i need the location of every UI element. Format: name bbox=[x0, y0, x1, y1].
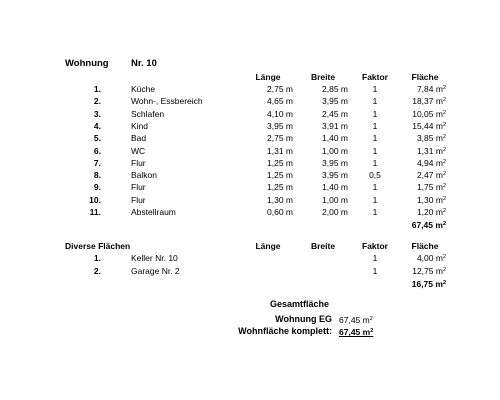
room-width: 1,40 m bbox=[322, 133, 348, 144]
superscript-two: 2 bbox=[442, 266, 446, 273]
superscript-two: 2 bbox=[442, 134, 446, 141]
room-width: 2,85 m bbox=[322, 84, 348, 94]
area-factor: 1 bbox=[372, 253, 378, 263]
room-factor: 1 bbox=[372, 84, 378, 94]
room-width: 1,00 m bbox=[322, 145, 348, 156]
wohnung-total bbox=[390, 220, 446, 230]
room-factor: 0,5 bbox=[369, 170, 381, 181]
section-title-wohnung: Wohnung bbox=[65, 58, 109, 69]
diverse-total-value: 16,75 $m^2$ bbox=[411, 279, 446, 289]
room-name: WC bbox=[131, 145, 146, 156]
area-value: 12,75 $m^2$ bbox=[412, 265, 446, 276]
superscript-two: 2 bbox=[442, 195, 446, 202]
room-length: 1,30 m bbox=[267, 194, 293, 205]
superscript-two: 2 bbox=[442, 158, 446, 165]
room-name: Bad bbox=[131, 133, 147, 144]
room-area: 15,44 $m^2$ bbox=[412, 120, 446, 131]
header-flaeche: Fläche bbox=[411, 72, 439, 82]
room-width: 1,40 m bbox=[322, 182, 348, 193]
room-length: 3,95 m bbox=[267, 120, 293, 131]
area-value: 4,00 $m^2$ bbox=[416, 253, 446, 263]
room-area: 1,75 $m^2$ bbox=[416, 182, 446, 193]
room-area: 4,94 $m^2$ bbox=[416, 157, 446, 168]
room-name: Abstellraum bbox=[131, 207, 176, 217]
header-faktor: Faktor bbox=[362, 72, 388, 82]
superscript-two: 2 bbox=[442, 208, 446, 214]
gesamt-title: Gesamtfläche bbox=[270, 299, 330, 309]
room-area: 1,31 $m^2$ bbox=[416, 145, 446, 156]
room-area: 18,37 $m^2$ bbox=[412, 96, 446, 107]
superscript-two: 2 bbox=[442, 97, 446, 104]
room-name: Schlafen bbox=[131, 108, 165, 119]
room-length: 2,75 m bbox=[267, 84, 293, 94]
room-area: 1,20 $m^2$ bbox=[416, 207, 446, 217]
superscript-two: 2 bbox=[370, 328, 374, 334]
superscript-two: 2 bbox=[442, 171, 446, 178]
room-length: 2,75 m bbox=[267, 133, 293, 144]
room-factor: 1 bbox=[372, 207, 378, 217]
room-width: 3,95 m bbox=[322, 157, 348, 168]
superscript-two: 2 bbox=[442, 221, 446, 227]
row-number: 3. bbox=[93, 108, 101, 119]
room-length: 0,60 m bbox=[267, 207, 293, 217]
section-title-diverse: Diverse Flächen bbox=[65, 241, 131, 251]
room-width: 3,91 m bbox=[322, 120, 348, 131]
room-area: 10,05 $m^2$ bbox=[412, 108, 446, 119]
superscript-two: 2 bbox=[442, 280, 446, 286]
room-area: 7,84 $m^2$ bbox=[416, 84, 446, 94]
room-width: 2,00 m bbox=[322, 207, 348, 217]
room-length: 1,25 m bbox=[267, 170, 293, 181]
row-number: 2. bbox=[93, 265, 101, 276]
room-name: Balkon bbox=[131, 170, 157, 181]
room-area: 3,85 $m^2$ bbox=[416, 133, 446, 144]
room-name: Küche bbox=[131, 84, 156, 94]
room-name: Kind bbox=[131, 120, 149, 131]
room-factor: 1 bbox=[372, 120, 378, 131]
gesamt-wohnung-label: Wohnung EG bbox=[275, 314, 332, 324]
row-number: 6. bbox=[93, 145, 101, 156]
room-length: 1,25 m bbox=[267, 157, 293, 168]
apartment-number: Nr. 10 bbox=[131, 58, 157, 69]
gesamt-komplett-label: Wohnfläche komplett: bbox=[238, 326, 332, 336]
room-factor: 1 bbox=[372, 145, 378, 156]
header-breite: Breite bbox=[310, 72, 336, 82]
row-number: 2. bbox=[93, 96, 101, 107]
row-number: 1. bbox=[93, 84, 101, 94]
diverse-header-flaeche: Fläche bbox=[411, 241, 439, 251]
room-factor: 1 bbox=[372, 133, 378, 144]
row-number: 1. bbox=[93, 253, 101, 263]
room-name: Wohn-, Essbereich bbox=[131, 96, 203, 107]
room-area: 2,47 $m^2$ bbox=[416, 170, 446, 181]
room-name: Flur bbox=[131, 157, 146, 168]
superscript-two: 2 bbox=[442, 146, 446, 153]
room-length: 1,25 m bbox=[267, 182, 293, 193]
diverse-total bbox=[390, 279, 446, 289]
area-name: Garage Nr. 2 bbox=[131, 265, 180, 276]
gesamt-wohnung-value: 67,45 $m^2$ bbox=[339, 315, 373, 325]
superscript-two: 2 bbox=[442, 254, 446, 260]
row-number: 9. bbox=[93, 182, 101, 193]
superscript-two: 2 bbox=[442, 121, 446, 128]
room-width: 3,95 m bbox=[322, 170, 348, 181]
superscript-two: 2 bbox=[369, 316, 373, 322]
superscript-two: 2 bbox=[442, 109, 446, 116]
row-number: 5. bbox=[93, 133, 101, 144]
row-number: 8. bbox=[93, 170, 101, 181]
room-name: Flur bbox=[131, 194, 146, 205]
row-number: 10. bbox=[89, 194, 101, 205]
superscript-two: 2 bbox=[442, 85, 446, 91]
area-name: Keller Nr. 10 bbox=[131, 253, 178, 263]
header-laenge: Länge bbox=[255, 72, 281, 82]
superscript-two: 2 bbox=[442, 183, 446, 190]
room-length: 4,65 m bbox=[267, 96, 293, 107]
room-factor: 1 bbox=[372, 157, 378, 168]
room-area: 1,30 $m^2$ bbox=[416, 194, 446, 205]
room-factor: 1 bbox=[372, 108, 378, 119]
diverse-header-breite: Breite bbox=[310, 241, 336, 251]
room-length: 1,31 m bbox=[267, 145, 293, 156]
area-factor: 1 bbox=[372, 265, 378, 276]
room-width: 2,45 m bbox=[322, 108, 348, 119]
diverse-header-laenge: Länge bbox=[255, 241, 281, 251]
room-factor: 1 bbox=[372, 182, 378, 193]
gesamt-komplett-value: 67,45 $m^2$ bbox=[339, 327, 374, 337]
room-width: 1,00 m bbox=[322, 194, 348, 205]
row-number: 11. bbox=[89, 207, 101, 217]
room-factor: 1 bbox=[372, 96, 378, 107]
room-name: Flur bbox=[131, 182, 146, 193]
room-length: 4,10 m bbox=[267, 108, 293, 119]
room-factor: 1 bbox=[372, 194, 378, 205]
room-width: 3,95 m bbox=[322, 96, 348, 107]
wohnung-total-value: 67,45 $m^2$ bbox=[411, 220, 446, 230]
row-number: 7. bbox=[93, 157, 101, 168]
row-number: 4. bbox=[93, 120, 101, 131]
diverse-header-faktor: Faktor bbox=[362, 241, 388, 251]
